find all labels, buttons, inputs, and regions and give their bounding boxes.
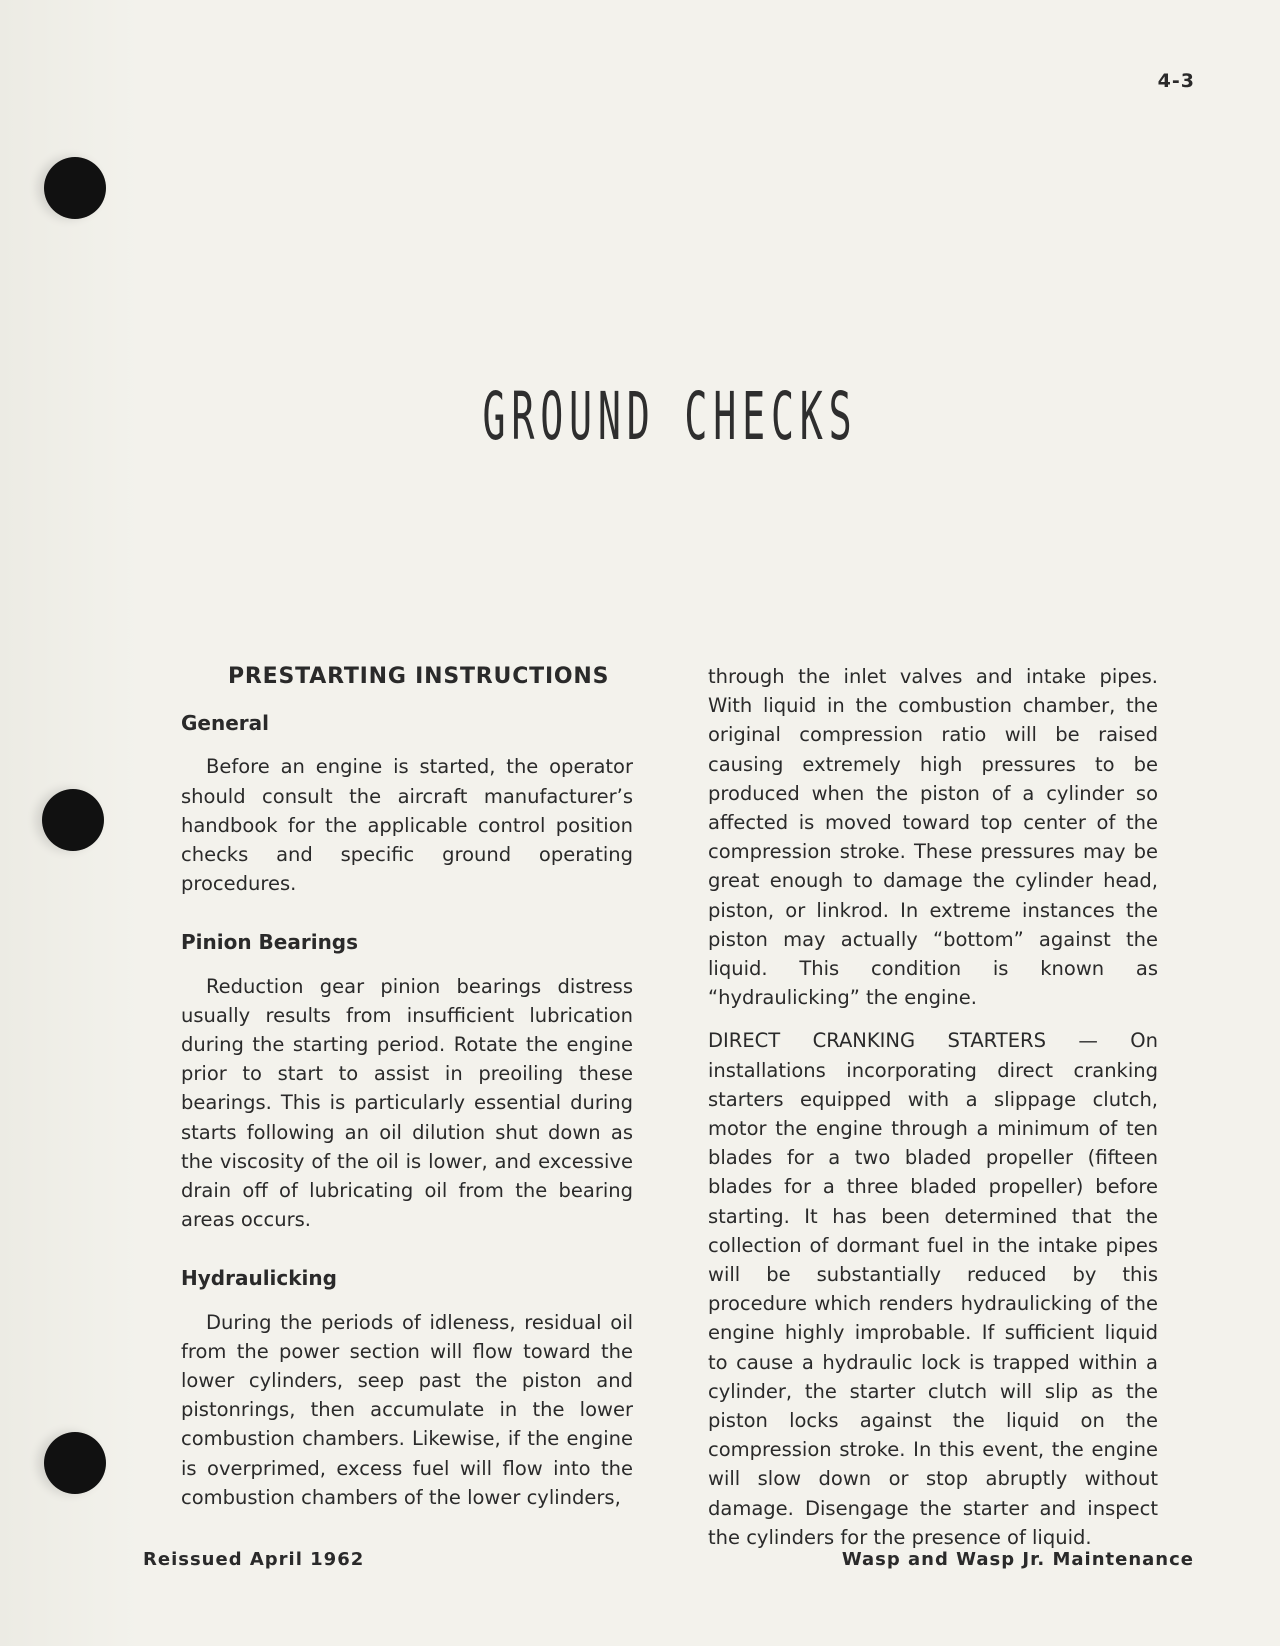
paragraph-direct-cranking-starters: DIRECT CRANKING STARTERS — On installations incorporating direct cranking starters equipped with a slippage clutch, motor the engine through a minimum of ten blades for a two bladed propeller (fifteen blades for a three bladed propeller) before starting. It has been determined that the collection of dormant fuel in the intake pipes will be substantially reduced by this procedure which renders hydraulicking of the engine highly improbable. If sufficient liquid to cause a hydraulic lock is trapped within a cylinder, the starter clutch will slip as the piston locks against the liquid on the compression stroke. In this event, the engine will slow down or stop abruptly without damage. Disengage the starter and inspect the cylinders for the presence of liquid. <box>708 1029 1158 1549</box>
subheading-general: General <box>181 711 269 736</box>
paragraph-general: Before an engine is started, the operator should consult the aircraft manufacturer’s handbook for the applicable control position checks and specific ground operating procedures. <box>181 755 633 896</box>
paragraph-pinion-bearings: Reduction gear pinion bearings distress usually results from insufficient lubrication during the starting period. Rotate the engine prior to start to assist in preoiling these bearings. This is particularly essential during starts following an oil dilution shut down as the viscosity of the oil is lower, and excessive drain off of lubricating oil from the bearing areas occurs. <box>181 974 633 1232</box>
subheading-pinion-bearings: Pinion Bearings <box>181 930 359 955</box>
page-title: GROUND CHECKS <box>482 378 858 455</box>
footer-manual-title: Wasp and Wasp Jr. Maintenance <box>841 1549 1194 1570</box>
binder-hole-middle <box>42 789 104 851</box>
page-number: 4-3 <box>1157 70 1195 92</box>
left-column <box>181 662 633 1542</box>
right-column <box>708 662 1158 1582</box>
paragraph-hydraulicking: During the periods of idleness, residual oil from the power section will flow toward the lower cylinders, seep past the piston and pistonrings, then accumulate in the lower combustion chambers. Likewise, if the engine is overprimed, excess fuel will flow into the combustion chambers of the lower cylinders, <box>181 1310 633 1509</box>
footer-reissue-date: Reissued April 1962 <box>143 1549 365 1570</box>
section-heading-prestarting: PRESTARTING INSTRUCTIONS <box>228 664 610 689</box>
binder-hole-top <box>44 157 106 219</box>
paragraph-hydraulicking-continued: through the inlet valves and intake pipes. With liquid in the combustion chamber, the original compression ratio will be raised causing extremely high pressures to be produced when the piston of a cylinder so affected is moved toward top center of the compression stroke. These pressures may be great enough to damage the cylinder head, piston, or linkrod. In extreme instances the piston may actually “bottom” against the liquid. This condition is known as “hydraulicking” the engine. <box>708 665 1158 1010</box>
subheading-hydraulicking: Hydraulicking <box>181 1266 337 1291</box>
binder-hole-bottom <box>44 1432 106 1494</box>
